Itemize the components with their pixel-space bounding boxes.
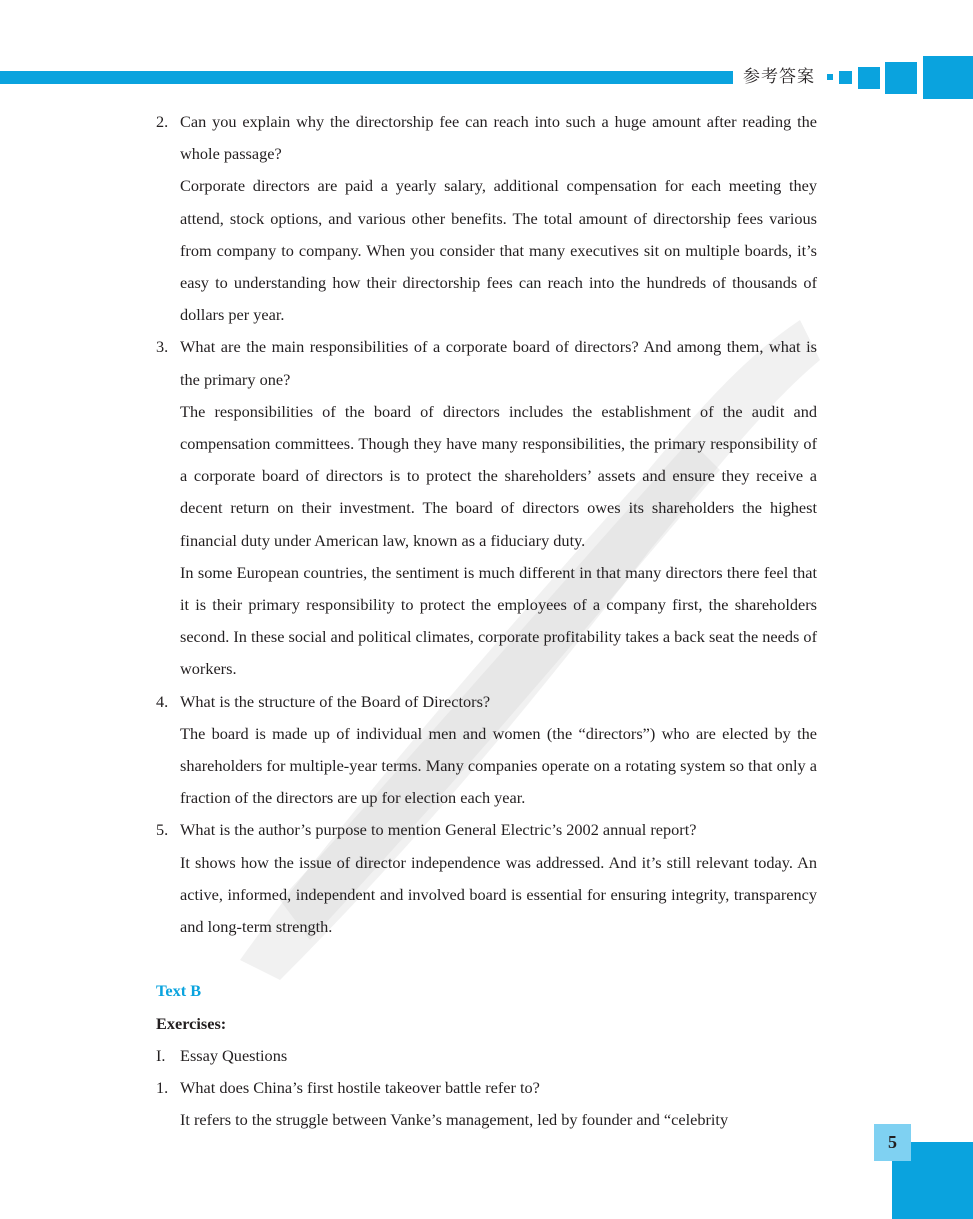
- answer-paragraph: It shows how the issue of director independence was addressed. And it’s still relevant today. An active, informed, independent and involved board is essential for ensuring integrity, transparency and long-term strength.: [180, 852, 817, 937]
- header-square: [923, 56, 973, 99]
- question-number: 2.: [156, 112, 169, 131]
- header-square: [839, 71, 852, 84]
- question-text: What is the structure of the Board of Directors?: [180, 691, 491, 711]
- header-square: [827, 74, 833, 80]
- question-item: [156, 814, 817, 846]
- question-text: What are the main responsibilities of a corporate board of directors? And among them, what is the primary one?: [180, 337, 817, 389]
- question-item: [156, 331, 817, 395]
- answer-paragraph: The board is made up of individual men and women (the “directors”) who are elected by the shareholders for multiple-year terms. Many companies operate on a rotating system so that only a fraction of the directors are up for election each year.: [180, 723, 817, 808]
- question-number: 5.: [156, 820, 169, 840]
- spacer: [156, 943, 817, 975]
- question-text: What is the author’s purpose to mention General Electric’s 2002 annual report?: [180, 820, 697, 840]
- question-number: 4.: [156, 691, 169, 711]
- page-number: 5: [874, 1124, 911, 1161]
- part-number: I.: [156, 1045, 166, 1065]
- question-number: 3.: [156, 337, 169, 357]
- exercises-heading: Exercises:: [156, 1013, 227, 1033]
- question-item: [156, 686, 817, 718]
- section-heading-text-b: Text B: [156, 981, 202, 1001]
- question-text: What does China’s first hostile takeover battle refer to?: [180, 1078, 540, 1098]
- question-number: 1.: [156, 1078, 169, 1098]
- header-bar: [0, 71, 733, 84]
- question-text: Can you explain why the directorship fee can reach into such a huge amount after reading the whole passage?: [180, 112, 817, 164]
- part-label: Essay Questions: [180, 1045, 288, 1065]
- answer-paragraph: Corporate directors are paid a yearly salary, additional compensation for each meeting they attend, stock options, and various other benefits. The total amount of directorship fees various from company to company. When you consider that many executives sit on multiple boards, it’s easy to understanding how their directorship fees can reach into the hundreds of thousands of dollars per year.: [180, 176, 817, 325]
- answer-paragraph: It refers to the struggle between Vanke’s management, led by founder and “celebrity: [180, 1110, 729, 1130]
- header-square: [885, 62, 917, 94]
- answer-paragraph: The responsibilities of the board of directors includes the establishment of the audit and compensation committees. Though they have many responsibilities, the primary responsibility of a corporate board of directors is to protect the shareholders’ assets and ensure they receive a decent return on their investment. The board of directors owes its shareholders the highest financial duty under American law, known as a fiduciary duty.: [180, 401, 817, 550]
- question-item: [156, 106, 817, 170]
- question-item: [156, 1072, 817, 1104]
- answer-paragraph: In some European countries, the sentiment is much different in that many directors there feel that it is their primary responsibility to protect the employees of a company first, the shareholders second. In these social and political climates, corporate profitability takes a back seat the needs of workers.: [180, 562, 817, 679]
- header-square: [858, 67, 880, 89]
- header-title: 参考答案: [743, 67, 815, 87]
- part-heading: [156, 1040, 817, 1072]
- page-content: [156, 106, 817, 1136]
